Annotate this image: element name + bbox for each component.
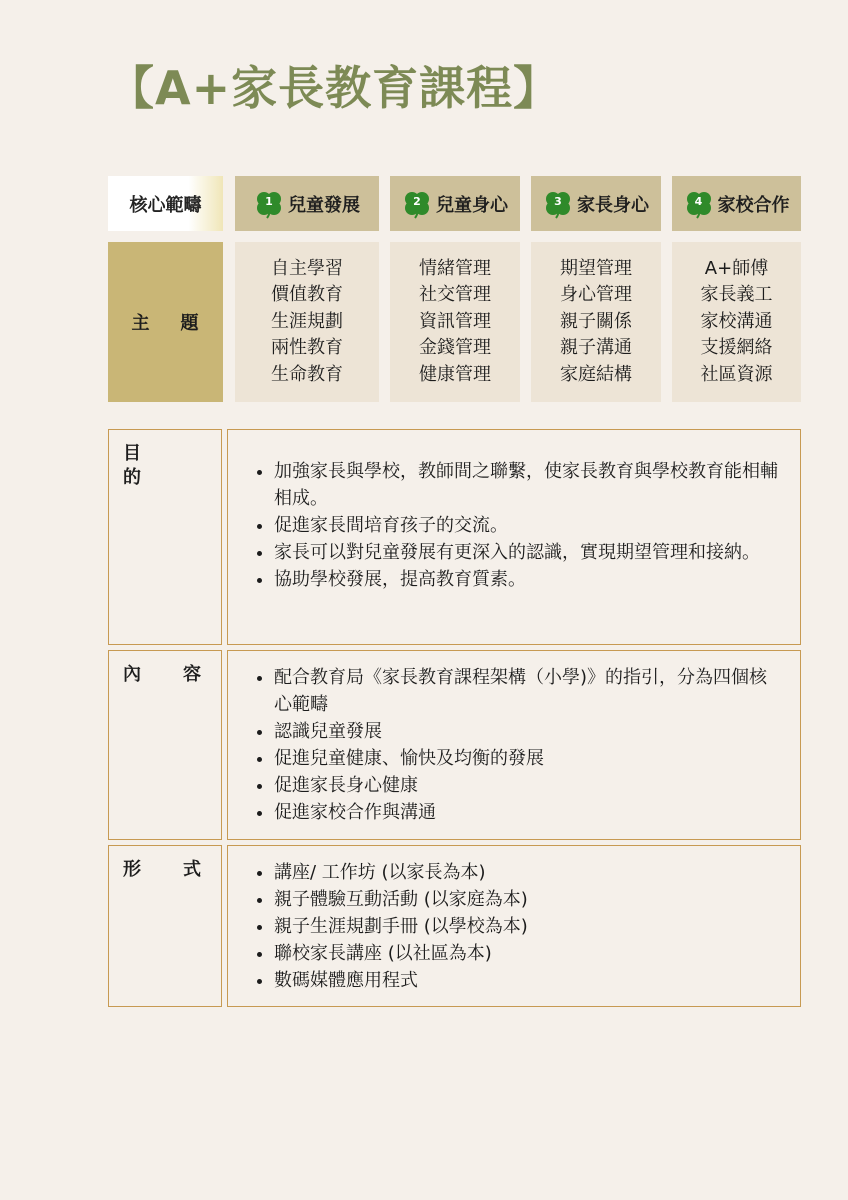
category-parent-mind-body [531,176,661,231]
format-box [227,845,801,1007]
list-item: • 數碼媒體應用程式 [274,967,800,994]
topic-item: 資訊管理 [419,310,491,332]
topic-item: 身心管理 [560,284,632,306]
category-label: 兒童發展 [288,194,360,216]
category-number: 2 [413,194,421,208]
list-item: • 加強家長與學校，教師間之聯繫，使家長教育與學校教育能相輔相成。 [274,458,800,512]
topic-item: A+師傅 [704,257,769,279]
content-label [108,650,222,840]
purpose-label [108,429,222,645]
list-item: • 配合教育局《家長教育課程架構（小學)》的指引，分為四個核心範疇 [274,664,800,718]
page-title: 【A+家長教育課程】 [108,61,561,115]
topics-label-char: 主 [131,313,151,334]
clover-icon [684,189,714,219]
topics-label-char: 題 [180,313,200,334]
clover-icon [402,189,432,219]
list-item: • 聯校家長講座 (以社區為本) [274,940,800,967]
topic-item: 自主學習 [271,257,343,279]
topic-column-3 [531,242,661,402]
category-label: 兒童身心 [436,194,508,216]
topic-item: 家庭結構 [560,363,632,385]
purpose-label-char: 目 [123,443,141,464]
content-box [227,650,801,840]
category-number: 4 [694,194,703,208]
list-item: • 講座/ 工作坊 (以家長為本) [274,859,800,886]
category-child-development [235,176,379,231]
core-areas-label: 核心範疇 [129,194,202,216]
topic-item: 情緒管理 [419,257,491,279]
topic-item: 支援網絡 [700,337,773,359]
topic-item: 家長義工 [700,284,773,306]
list-item: • 協助學校發展，提高教育質素。 [274,566,800,593]
list-item: • 親子生涯規劃手冊 (以學校為本) [274,913,800,940]
category-number: 1 [265,194,273,208]
core-areas-header [108,176,223,231]
clover-icon [254,189,284,219]
topic-item: 兩性教育 [271,337,343,359]
category-home-school [672,176,801,231]
topics-label [108,242,223,402]
purpose-label-char: 的 [123,467,141,488]
list-item: • 家長可以對兒童發展有更深入的認識，實現期望管理和接納。 [274,539,800,566]
topic-item: 健康管理 [419,363,491,385]
topic-column-2 [390,242,520,402]
category-label: 家長身心 [577,194,649,216]
topic-column-1 [235,242,379,402]
category-child-mind-body [390,176,520,231]
topic-item: 社區資源 [700,363,773,385]
list-item: • 認識兒童發展 [274,718,800,745]
topic-item: 親子溝通 [560,337,632,359]
topic-item: 生涯規劃 [271,310,343,332]
content-label-char: 容 [183,664,201,685]
format-label-char: 形 [123,859,141,880]
list-item: • 親子體驗互動活動 (以家庭為本) [274,886,800,913]
topic-item: 價值教育 [271,284,343,306]
topic-item: 家校溝通 [700,310,773,332]
topic-item: 期望管理 [560,257,632,279]
category-number: 3 [554,194,562,208]
topic-item: 親子關係 [560,310,632,332]
list-item: • 促進家長身心健康 [274,772,800,799]
format-label [108,845,222,1007]
topic-item: 金錢管理 [419,337,491,359]
list-item: • 促進兒童健康、愉快及均衡的發展 [274,745,800,772]
topic-item: 生命教育 [271,363,343,385]
content-label-char: 內 [123,664,141,685]
topic-item: 社交管理 [419,284,491,306]
topic-column-4 [672,242,801,402]
list-item: • 促進家校合作與溝通 [274,799,800,826]
purpose-box [227,429,801,645]
format-label-char: 式 [183,859,201,880]
category-label: 家校合作 [717,194,790,216]
clover-icon [543,189,573,219]
list-item: • 促進家長間培育孩子的交流。 [274,512,800,539]
